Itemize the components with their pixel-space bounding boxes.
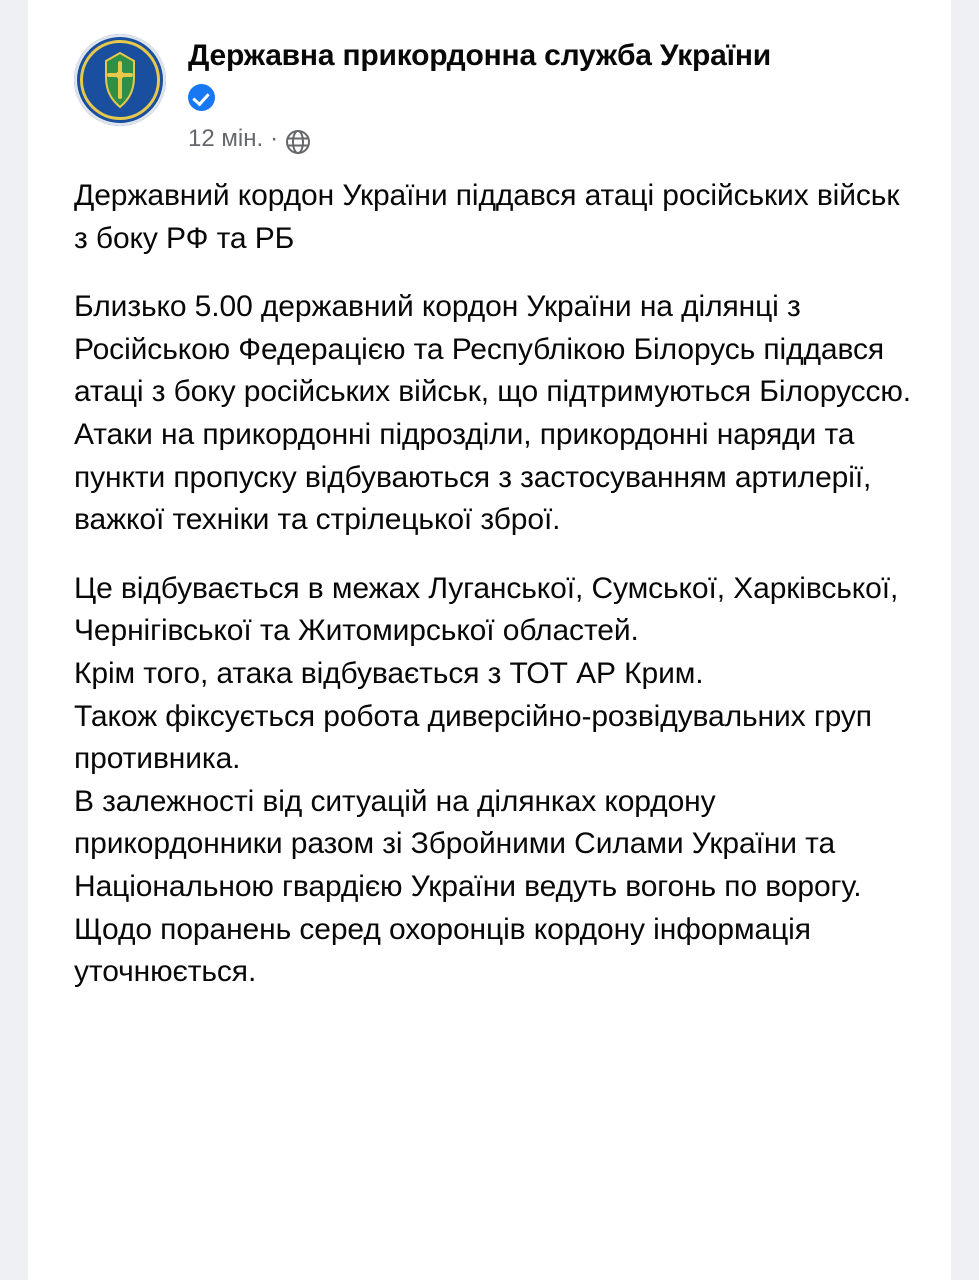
post-paragraph-5: В залежності від ситуацій на ділянках кордону прикордонники разом зі Збройними Силами України та Національною гвардією України ведуть вогонь по ворогу.: [74, 784, 862, 903]
page-name[interactable]: Державна прикордонна служба України: [188, 39, 772, 72]
post-paragraph-3: Крім того, атака відбувається з ТОТ АР Крим.: [74, 656, 704, 690]
post-headline: Державний кордон України піддався атаці російських військ з боку РФ та РБ: [74, 179, 900, 255]
globe-icon[interactable]: [285, 129, 311, 155]
post-header: [74, 34, 911, 153]
post-timestamp[interactable]: 12 мін.: [188, 125, 264, 152]
post-paragraph-2: Це відбувається в межах Луганської, Сумської, Харківської, Чернігівської та Житомирської областей.: [74, 571, 899, 648]
emblem-icon: [93, 51, 147, 109]
facebook-post-card: [28, 0, 951, 1280]
post-header-text: [188, 34, 911, 153]
post-body: [74, 175, 911, 994]
post-meta: [188, 125, 911, 153]
post-paragraph-1: Близько 5.00 державний кордон України на ділянці з Російською Федерацією та Республікою Білорусь піддався атаці з боку російських військ, що підтримуються Білоруссю. Атаки на прикордонні підрозділи, прикордонні наряди та пункти пропуску відбуваються з застосуванням артилерії, важкої техніки та стрілецької зброї.: [74, 290, 912, 537]
meta-separator: ·: [270, 125, 279, 152]
post-paragraph-4: Також фіксується робота диверсійно-розвідувальних груп противника.: [74, 699, 872, 776]
post-paragraph-6: Щодо поранень серед охоронців кордону інформація уточнюється.: [74, 912, 811, 989]
page-name-row: [188, 38, 911, 74]
avatar[interactable]: [74, 34, 166, 126]
post-paragraph-group: [74, 568, 911, 994]
verified-badge-icon: [188, 84, 215, 111]
